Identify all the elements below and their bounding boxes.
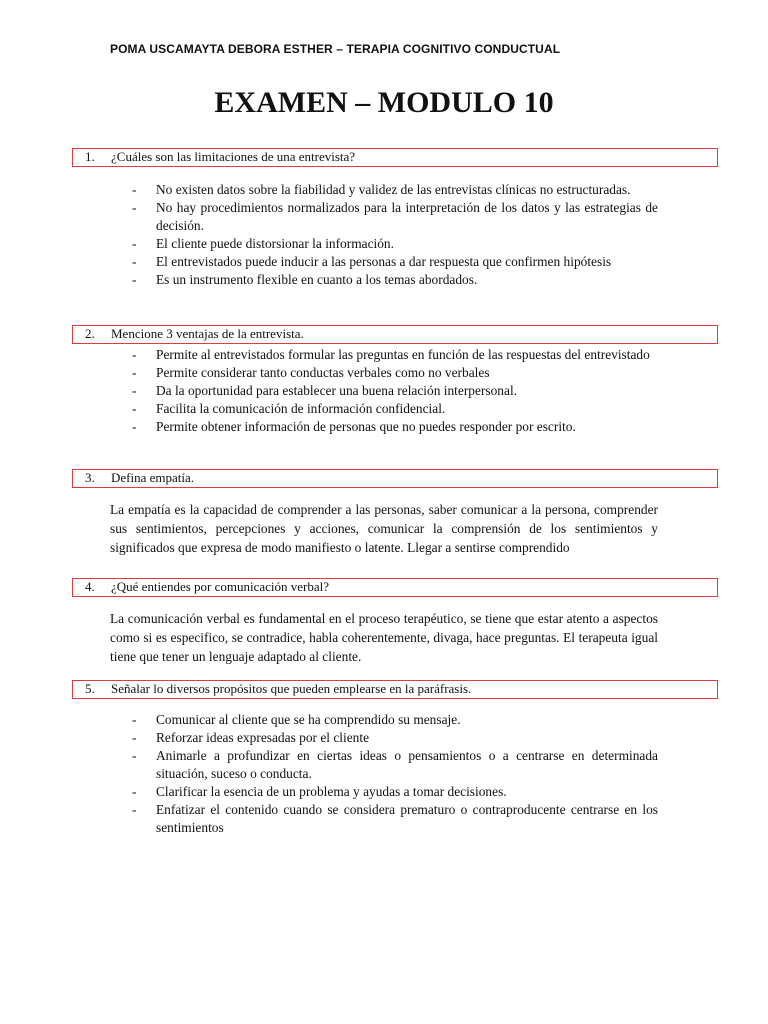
question-3-box xyxy=(72,469,718,488)
question-2-box xyxy=(72,325,718,344)
question-2-number: 2. xyxy=(85,326,95,341)
list-item: - El cliente puede distorsionar la información. xyxy=(128,235,658,253)
page-header: POMA USCAMAYTA DEBORA ESTHER – TERAPIA COGNITIVO CONDUCTUAL xyxy=(110,42,561,56)
question-4-text: ¿Qué entiendes por comunicación verbal? xyxy=(111,579,330,594)
question-5-text: Señalar lo diversos propósitos que pueden emplearse en la paráfrasis. xyxy=(111,681,472,696)
question-2-answers xyxy=(128,346,658,436)
list-item: - Da la oportunidad para establecer una buena relación interpersonal. xyxy=(128,382,658,400)
list-item: - Es un instrumento flexible en cuanto a los temas abordados. xyxy=(128,271,658,289)
question-4-number: 4. xyxy=(85,579,95,594)
question-4-box xyxy=(72,578,718,597)
list-item: - Permite al entrevistados formular las preguntas en función de las respuestas del entrevistado xyxy=(128,346,658,364)
list-item: - Enfatizar el contenido cuando se considera prematuro o contraproducente centrarse en los sentimientos xyxy=(128,801,658,837)
list-item: - Facilita la comunicación de información confidencial. xyxy=(128,400,658,418)
question-1-number: 1. xyxy=(85,149,95,164)
list-item: - Permite obtener información de personas que no puedes responder por escrito. xyxy=(128,418,658,436)
question-1-text: ¿Cuáles son las limitaciones de una entrevista? xyxy=(111,149,356,164)
list-item: - Reforzar ideas expresadas por el cliente xyxy=(128,729,658,747)
question-3-number: 3. xyxy=(85,470,95,485)
list-item: - No hay procedimientos normalizados para la interpretación de los datos y las estrategias de decisión. xyxy=(128,199,658,235)
list-item: - Animarle a profundizar en ciertas ideas o pensamientos o a centrarse en determinada situación, suceso o conducta. xyxy=(128,747,658,783)
question-1-answers xyxy=(128,181,658,289)
question-5-box xyxy=(72,680,718,699)
question-2-text: Mencione 3 ventajas de la entrevista. xyxy=(111,326,304,341)
list-item: - Clarificar la esencia de un problema y ayudas a tomar decisiones. xyxy=(128,783,658,801)
question-3-text: Defina empatía. xyxy=(111,470,195,485)
question-1-box xyxy=(72,148,718,167)
page-title: EXAMEN – MODULO 10 xyxy=(214,86,554,119)
list-item: - Comunicar al cliente que se ha comprendido su mensaje. xyxy=(128,711,658,729)
list-item: - Permite considerar tanto conductas verbales como no verbales xyxy=(128,364,658,382)
list-item: - No existen datos sobre la fiabilidad y validez de las entrevistas clínicas no estructuradas. xyxy=(128,181,658,199)
question-4-answer: La comunicación verbal es fundamental en el proceso terapéutico, se tiene que estar atento a aspectos como si es especifico, se contradice, habla coherentemente, divaga, hace preguntas. El terapeuta igual tiene que tener un lenguaje adaptado al cliente. xyxy=(110,611,658,664)
question-3-answer: La empatía es la capacidad de comprender a las personas, saber comunicar a la persona, comprender sus sentimientos, percepciones y acciones, comunicar la comprensión de los sentimientos y significados que expresa de modo manifiesto o latente. Llegar a sentirse comprendido xyxy=(110,502,658,555)
list-item: - El entrevistados puede inducir a las personas a dar respuesta que confirmen hipótesis xyxy=(128,253,658,271)
question-5-number: 5. xyxy=(85,681,95,696)
question-5-answers xyxy=(128,711,658,837)
